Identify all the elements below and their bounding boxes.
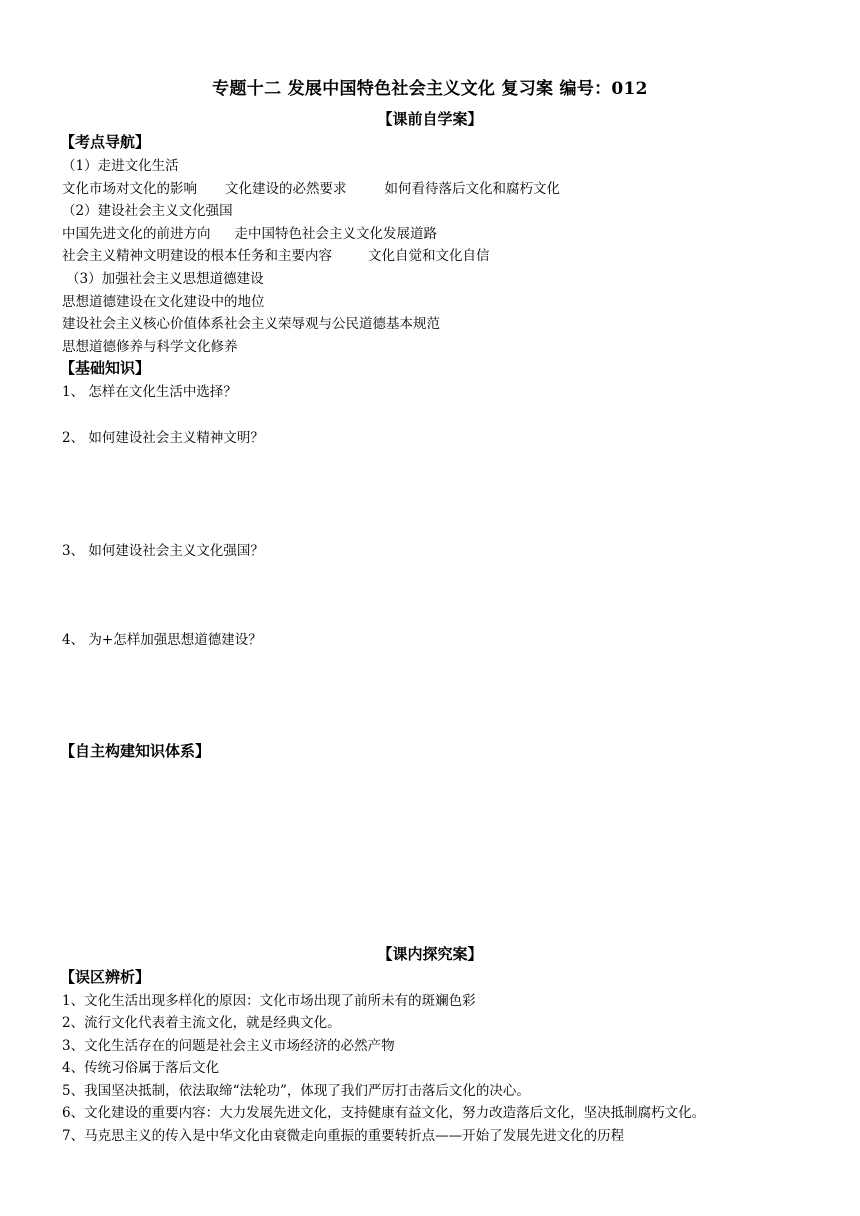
document-title: 专题十二 发展中国特色社会主义文化 复习案 编号：012 [212,79,648,99]
basics-question: 4、 为+怎样加强思想道德建设？ [62,632,262,648]
in-class-heading: 【课内探究案】 [377,945,483,963]
basics-question: 1、 怎样在文化生活中选择？ [62,384,237,400]
part1-items [62,177,560,197]
part3-item: 思想道德修养与科学文化修养 [62,339,238,355]
part2-row2 [62,244,490,264]
navigation-heading: 【考点导航】 [60,133,151,151]
part3-item: 建设社会主义核心价值体系社会主义荣辱观与公民道德基本规范 [62,316,440,332]
part3-item: 思想道德建设在文化建设中的地位 [62,294,265,310]
part2-item: 走中国特色社会主义文化发展道路 [234,226,437,242]
basics-heading: 【基础知识】 [60,359,151,377]
part2-row1 [62,222,437,242]
part2-label: （2）建设社会主义文化强国 [62,203,233,219]
knowledge-system-heading: 【自主构建知识体系】 [60,742,211,760]
misconception-item: 5、我国坚决抵制，依法取缔“法轮功”，体现了我们严厉打击落后文化的决心。 [62,1083,530,1099]
misconception-item: 6、文化建设的重要内容：大力发展先进文化，支持健康有益文化，努力改造落后文化，坚决抵制腐朽文化。 [62,1105,706,1121]
misconceptions-heading: 【误区辨析】 [60,968,151,986]
part2-item: 文化自觉和文化自信 [368,248,490,264]
part2-item: 社会主义精神文明建设的根本任务和主要内容 [62,248,332,264]
part1-label: （1）走进文化生活 [62,158,179,174]
part1-item: 文化市场对文化的影响 [62,181,197,197]
basics-question: 2、 如何建设社会主义精神文明？ [62,430,264,446]
part1-item: 如何看待落后文化和腐朽文化 [384,181,560,197]
part3-label: （3）加强社会主义思想道德建设 [66,271,264,287]
part2-item: 中国先进文化的前进方向 [62,226,211,242]
misconception-item: 1、文化生活出现多样化的原因：文化市场出现了前所未有的斑斓色彩 [62,993,476,1009]
part1-item: 文化建设的必然要求 [225,181,347,197]
basics-question: 3、 如何建设社会主义文化强国？ [62,543,264,559]
pre-class-heading: 【课前自学案】 [377,110,483,128]
misconception-item: 4、传统习俗属于落后文化 [62,1060,220,1076]
misconception-item: 2、流行文化代表着主流文化，就是经典文化。 [62,1015,341,1031]
misconception-item: 7、马克思主义的传入是中华文化由衰微走向重振的重要转折点——开始了发展先进文化的历程 [62,1128,625,1144]
misconception-item: 3、文化生活存在的问题是社会主义市场经济的必然产物 [62,1038,395,1054]
